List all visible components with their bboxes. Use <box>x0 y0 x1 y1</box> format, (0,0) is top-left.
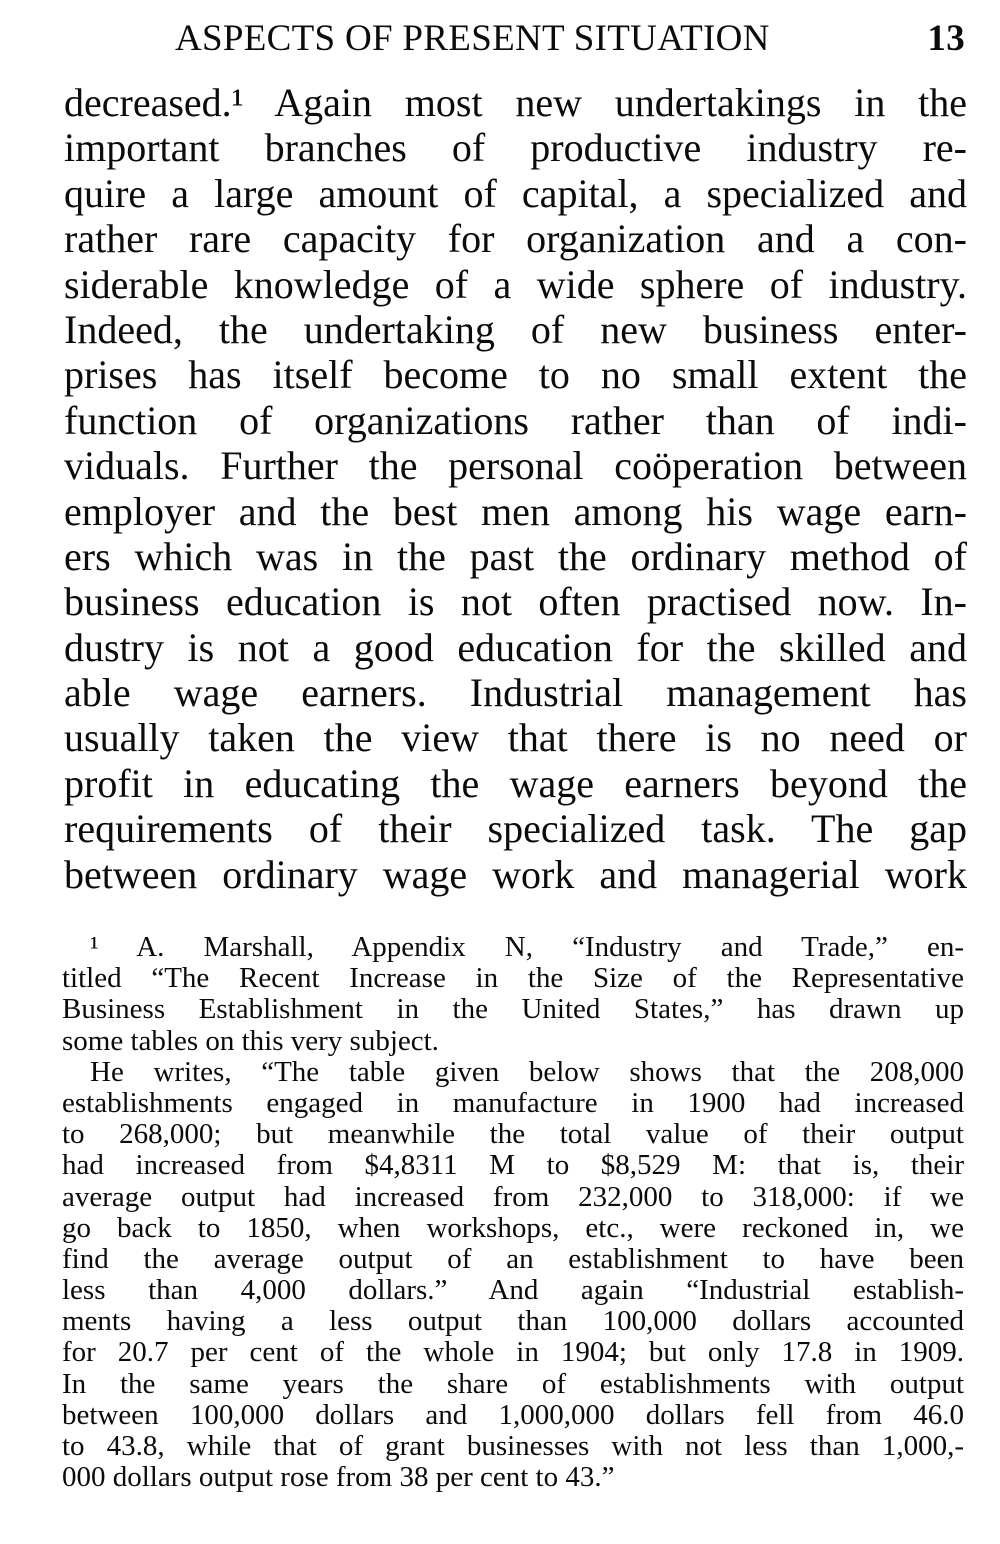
footnote-line: to 268,000; but meanwhile the total value of their output <box>62 1118 964 1151</box>
footnote-line: titled “The Recent Increase in the Size of the Representative <box>62 962 964 995</box>
footnote-line: In the same years the share of establishments with output <box>62 1367 964 1400</box>
running-title: ASPECTS OF PRESENT SITUATION <box>175 18 770 59</box>
body-line: viduals. Further the personal coöperation between <box>64 443 967 489</box>
footnote-line: 000 dollars output rose from 38 per cent to 43.” <box>62 1461 615 1494</box>
footnote-line: Business Establishment in the United States,” has drawn up <box>62 993 964 1026</box>
footnote-line: find the average output of an establishment to have been <box>62 1242 964 1275</box>
footnote-line: between 100,000 dollars and 1,000,000 dollars fell from 46.0 <box>62 1398 964 1431</box>
page-number: 13 <box>927 18 965 59</box>
footnote-line: average output had increased from 232,000 to 318,000: if we <box>62 1180 964 1213</box>
body-line: ers which was in the past the ordinary method of <box>64 533 967 579</box>
body-line: dustry is not a good education for the skilled and <box>64 624 967 670</box>
running-head <box>175 14 965 64</box>
footnote-line: establishments engaged in manufacture in 1900 had increased <box>62 1086 964 1119</box>
footnote-line: less than 4,000 dollars.” And again “Industrial establish- <box>62 1274 964 1307</box>
body-line: profit in educating the wage earners beyond the <box>64 760 967 806</box>
body-paragraph <box>64 80 967 897</box>
footnote-line: for 20.7 per cent of the whole in 1904; but only 17.8 in 1909. <box>62 1336 964 1369</box>
footnote-line: ments having a less output than 100,000 dollars accounted <box>62 1305 964 1338</box>
body-line: employer and the best men among his wage earn- <box>64 488 967 534</box>
body-line: important branches of productive industry re- <box>64 125 967 171</box>
body-line: requirements of their specialized task. The gap <box>64 806 967 852</box>
footnote-line: He writes, “The table given below shows that the 208,000 <box>90 1055 964 1088</box>
body-line: function of organizations rather than of indi- <box>64 397 967 443</box>
body-line: rather rare capacity for organization and a con- <box>64 216 967 262</box>
body-line: Indeed, the undertaking of new business enter- <box>64 306 967 352</box>
footnote-line: to 43.8, while that of grant businesses with not less than 1,000,- <box>62 1430 964 1462</box>
body-line: siderable knowledge of a wide sphere of industry. <box>64 261 967 307</box>
footnote-line: go back to 1850, when workshops, etc., were reckoned in, we <box>62 1211 964 1244</box>
body-line: quire a large amount of capital, a specialized and <box>64 170 967 216</box>
body-line: decreased.¹ Again most new undertakings in the <box>64 80 967 125</box>
footnote-line: had increased from $4,8311 M to $8,529 M: that is, their <box>62 1149 964 1182</box>
footnote <box>62 932 964 1493</box>
body-line: business education is not often practised now. In- <box>64 579 967 625</box>
body-line: usually taken the view that there is no need or <box>64 715 967 761</box>
footnote-line: ¹ A. Marshall, Appendix N, “Industry and Trade,” en- <box>90 931 964 963</box>
body-line: prises has itself become to no small extent the <box>64 352 967 398</box>
body-line: able wage earners. Industrial management has <box>64 670 967 716</box>
body-line: between ordinary wage work and managerial work <box>64 851 967 897</box>
footnote-line: some tables on this very subject. <box>62 1024 439 1057</box>
